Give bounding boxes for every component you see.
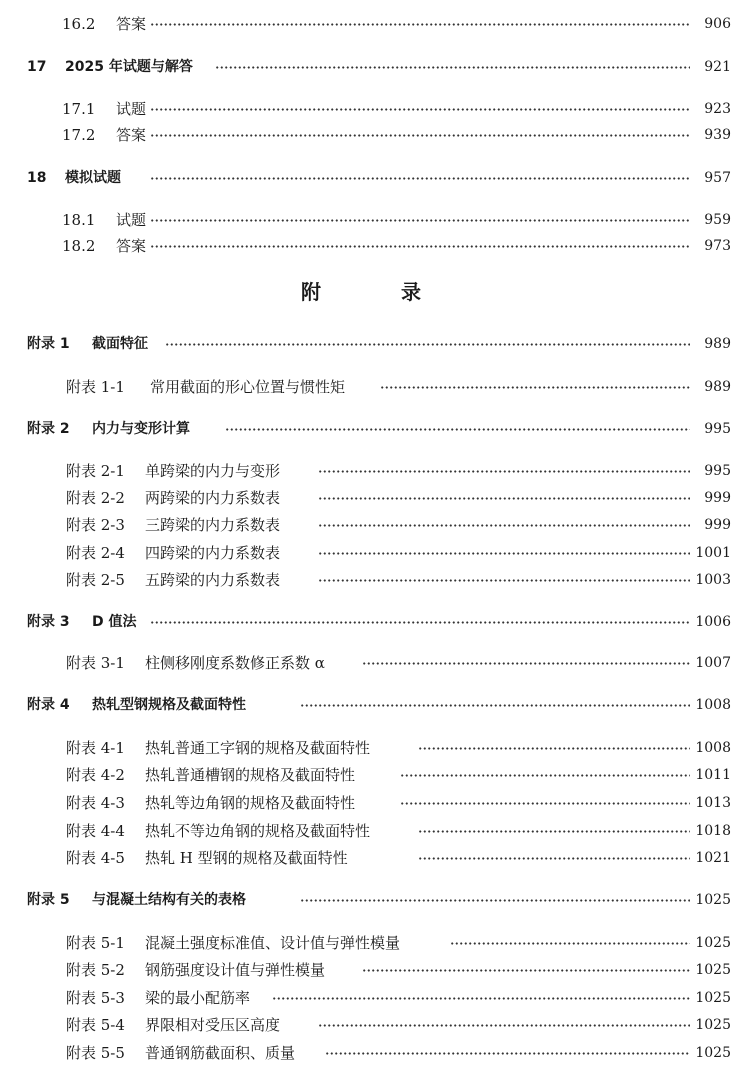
entry-number: 附录 4 bbox=[27, 692, 70, 718]
entry-page: 999 bbox=[704, 512, 731, 538]
leader-dots bbox=[300, 704, 690, 707]
leader-dots bbox=[272, 997, 690, 1000]
entry-title: 钢筋强度设计值与弹性模量 bbox=[145, 957, 325, 983]
entry-page: 906 bbox=[704, 11, 731, 37]
leader-dots bbox=[362, 662, 690, 665]
entry-page: 1008 bbox=[695, 692, 731, 718]
entry-number: 附表 4-3 bbox=[66, 790, 125, 816]
entry-page: 995 bbox=[704, 416, 731, 442]
leader-dots bbox=[150, 621, 690, 624]
entry-number: 附表 4-1 bbox=[66, 735, 125, 761]
entry-page: 1008 bbox=[695, 735, 731, 761]
entry-title: 五跨梁的内力系数表 bbox=[145, 567, 280, 593]
toc-table-2-3[interactable] bbox=[0, 512, 752, 538]
toc-table-2-4[interactable] bbox=[0, 540, 752, 566]
leader-dots bbox=[318, 470, 690, 473]
entry-number: 附录 1 bbox=[27, 331, 70, 357]
entry-page: 1011 bbox=[695, 762, 731, 788]
entry-title: 内力与变形计算 bbox=[92, 416, 190, 442]
entry-page: 989 bbox=[704, 374, 731, 400]
toc-table-5-3[interactable] bbox=[0, 985, 752, 1011]
toc-appendix-1[interactable] bbox=[0, 331, 752, 357]
leader-dots bbox=[325, 1052, 690, 1055]
entry-page: 1001 bbox=[695, 540, 731, 566]
toc-table-5-4[interactable] bbox=[0, 1012, 752, 1038]
entry-title: 界限相对受压区高度 bbox=[145, 1012, 280, 1038]
entry-page: 957 bbox=[704, 165, 731, 191]
entry-number: 附表 5-4 bbox=[66, 1012, 125, 1038]
entry-title: 热轧普通工字钢的规格及截面特性 bbox=[145, 735, 370, 761]
entry-page: 1025 bbox=[695, 887, 731, 913]
leader-dots bbox=[362, 969, 690, 972]
toc-table-2-1[interactable] bbox=[0, 458, 752, 484]
entry-number: 附表 4-2 bbox=[66, 762, 125, 788]
leader-dots bbox=[300, 899, 690, 902]
toc-entry-18-1[interactable] bbox=[0, 207, 752, 233]
entry-title: 答案 bbox=[116, 122, 146, 148]
entry-title: 2025 年试题与解答 bbox=[65, 54, 193, 80]
leader-dots bbox=[380, 386, 690, 389]
entry-title: 答案 bbox=[116, 233, 146, 259]
entry-number: 附表 3-1 bbox=[66, 650, 125, 676]
entry-number: 附表 2-5 bbox=[66, 567, 125, 593]
leader-dots bbox=[150, 245, 690, 248]
entry-page: 989 bbox=[704, 331, 731, 357]
entry-page: 1013 bbox=[695, 790, 731, 816]
leader-dots bbox=[150, 134, 690, 137]
entry-number: 附录 2 bbox=[27, 416, 70, 442]
leader-dots bbox=[318, 552, 690, 555]
toc-entry-17[interactable] bbox=[0, 54, 752, 80]
entry-number: 附表 4-5 bbox=[66, 845, 125, 871]
toc-appendix-4[interactable] bbox=[0, 692, 752, 718]
leader-dots bbox=[418, 830, 690, 833]
entry-page: 1018 bbox=[695, 818, 731, 844]
entry-number: 附表 5-5 bbox=[66, 1040, 125, 1066]
entry-title: 单跨梁的内力与变形 bbox=[145, 458, 280, 484]
entry-title: 试题 bbox=[116, 207, 146, 233]
leader-dots bbox=[318, 497, 690, 500]
toc-table-4-4[interactable] bbox=[0, 818, 752, 844]
toc-table-3-1[interactable] bbox=[0, 650, 752, 676]
entry-number: 附表 2-1 bbox=[66, 458, 125, 484]
entry-title: 混凝土强度标准值、设计值与弹性模量 bbox=[145, 930, 400, 956]
entry-page: 1021 bbox=[695, 845, 731, 871]
toc-table-4-1[interactable] bbox=[0, 735, 752, 761]
leader-dots bbox=[318, 579, 690, 582]
entry-title: 常用截面的形心位置与惯性矩 bbox=[150, 374, 345, 400]
entry-title: 热轧不等边角钢的规格及截面特性 bbox=[145, 818, 370, 844]
entry-number: 17.1 bbox=[62, 96, 95, 122]
entry-title: 热轧型钢规格及截面特性 bbox=[92, 692, 246, 718]
entry-number: 附表 2-3 bbox=[66, 512, 125, 538]
entry-title: 普通钢筋截面积、质量 bbox=[145, 1040, 295, 1066]
entry-title: 截面特征 bbox=[92, 331, 148, 357]
entry-title: 梁的最小配筋率 bbox=[145, 985, 250, 1011]
leader-dots bbox=[150, 177, 690, 180]
toc-table-5-5[interactable] bbox=[0, 1040, 752, 1066]
toc-table-4-5[interactable] bbox=[0, 845, 752, 871]
entry-page: 1006 bbox=[695, 609, 731, 635]
leader-dots bbox=[418, 857, 690, 860]
entry-number: 17 bbox=[27, 54, 46, 80]
leader-dots bbox=[165, 343, 690, 346]
entry-page: 921 bbox=[704, 54, 731, 80]
entry-page: 1007 bbox=[695, 650, 731, 676]
entry-title: 与混凝土结构有关的表格 bbox=[92, 887, 246, 913]
toc-table-5-1[interactable] bbox=[0, 930, 752, 956]
entry-title: 答案 bbox=[116, 11, 146, 37]
entry-title: 热轧 H 型钢的规格及截面特性 bbox=[145, 845, 348, 871]
toc-appendix-3[interactable] bbox=[0, 609, 752, 635]
appendix-heading: 附 录 bbox=[301, 280, 451, 304]
leader-dots bbox=[150, 219, 690, 222]
toc-table-2-2[interactable] bbox=[0, 485, 752, 511]
entry-title: 热轧等边角钢的规格及截面特性 bbox=[145, 790, 355, 816]
leader-dots bbox=[318, 1024, 690, 1027]
entry-title: 模拟试题 bbox=[65, 165, 121, 191]
toc-table-1-1[interactable] bbox=[0, 374, 752, 400]
toc-appendix-2[interactable] bbox=[0, 416, 752, 442]
entry-title: D 值法 bbox=[92, 609, 137, 635]
leader-dots bbox=[418, 747, 690, 750]
entry-page: 939 bbox=[704, 122, 731, 148]
entry-page: 1025 bbox=[695, 1040, 731, 1066]
entry-number: 18.2 bbox=[62, 233, 95, 259]
leader-dots bbox=[150, 108, 690, 111]
entry-page: 959 bbox=[704, 207, 731, 233]
leader-dots bbox=[215, 66, 690, 69]
entry-number: 附表 1-1 bbox=[66, 374, 125, 400]
entry-number: 附表 5-3 bbox=[66, 985, 125, 1011]
toc-entry-17-2[interactable] bbox=[0, 122, 752, 148]
toc-entry-17-1[interactable] bbox=[0, 96, 752, 122]
entry-number: 附表 2-2 bbox=[66, 485, 125, 511]
entry-title: 柱侧移刚度系数修正系数 α bbox=[145, 650, 325, 676]
entry-title: 试题 bbox=[116, 96, 146, 122]
entry-page: 973 bbox=[704, 233, 731, 259]
entry-title: 三跨梁的内力系数表 bbox=[145, 512, 280, 538]
entry-page: 1025 bbox=[695, 930, 731, 956]
entry-page: 1025 bbox=[695, 957, 731, 983]
leader-dots bbox=[400, 774, 690, 777]
leader-dots bbox=[450, 942, 690, 945]
entry-number: 附录 5 bbox=[27, 887, 70, 913]
leader-dots bbox=[400, 802, 690, 805]
entry-page: 1025 bbox=[695, 985, 731, 1011]
toc-table-4-3[interactable] bbox=[0, 790, 752, 816]
leader-dots bbox=[318, 524, 690, 527]
entry-title: 两跨梁的内力系数表 bbox=[145, 485, 280, 511]
toc-entry-18[interactable] bbox=[0, 165, 752, 191]
toc-entry-18-2[interactable] bbox=[0, 233, 752, 259]
entry-number: 18.1 bbox=[62, 207, 95, 233]
toc-entry-16-2[interactable] bbox=[0, 11, 752, 37]
toc-table-4-2[interactable] bbox=[0, 762, 752, 788]
leader-dots bbox=[150, 23, 690, 26]
entry-page: 923 bbox=[704, 96, 731, 122]
entry-title: 四跨梁的内力系数表 bbox=[145, 540, 280, 566]
entry-number: 附表 5-2 bbox=[66, 957, 125, 983]
entry-page: 1025 bbox=[695, 1012, 731, 1038]
entry-number: 17.2 bbox=[62, 122, 95, 148]
entry-number: 16.2 bbox=[62, 11, 95, 37]
toc-table-2-5[interactable] bbox=[0, 567, 752, 593]
entry-number: 附表 4-4 bbox=[66, 818, 125, 844]
entry-page: 995 bbox=[704, 458, 731, 484]
entry-number: 18 bbox=[27, 165, 46, 191]
entry-page: 1003 bbox=[695, 567, 731, 593]
entry-number: 附表 5-1 bbox=[66, 930, 125, 956]
toc-table-5-2[interactable] bbox=[0, 957, 752, 983]
entry-number: 附表 2-4 bbox=[66, 540, 125, 566]
entry-title: 热轧普通槽钢的规格及截面特性 bbox=[145, 762, 355, 788]
toc-appendix-5[interactable] bbox=[0, 887, 752, 913]
entry-number: 附录 3 bbox=[27, 609, 70, 635]
leader-dots bbox=[225, 428, 690, 431]
entry-page: 999 bbox=[704, 485, 731, 511]
